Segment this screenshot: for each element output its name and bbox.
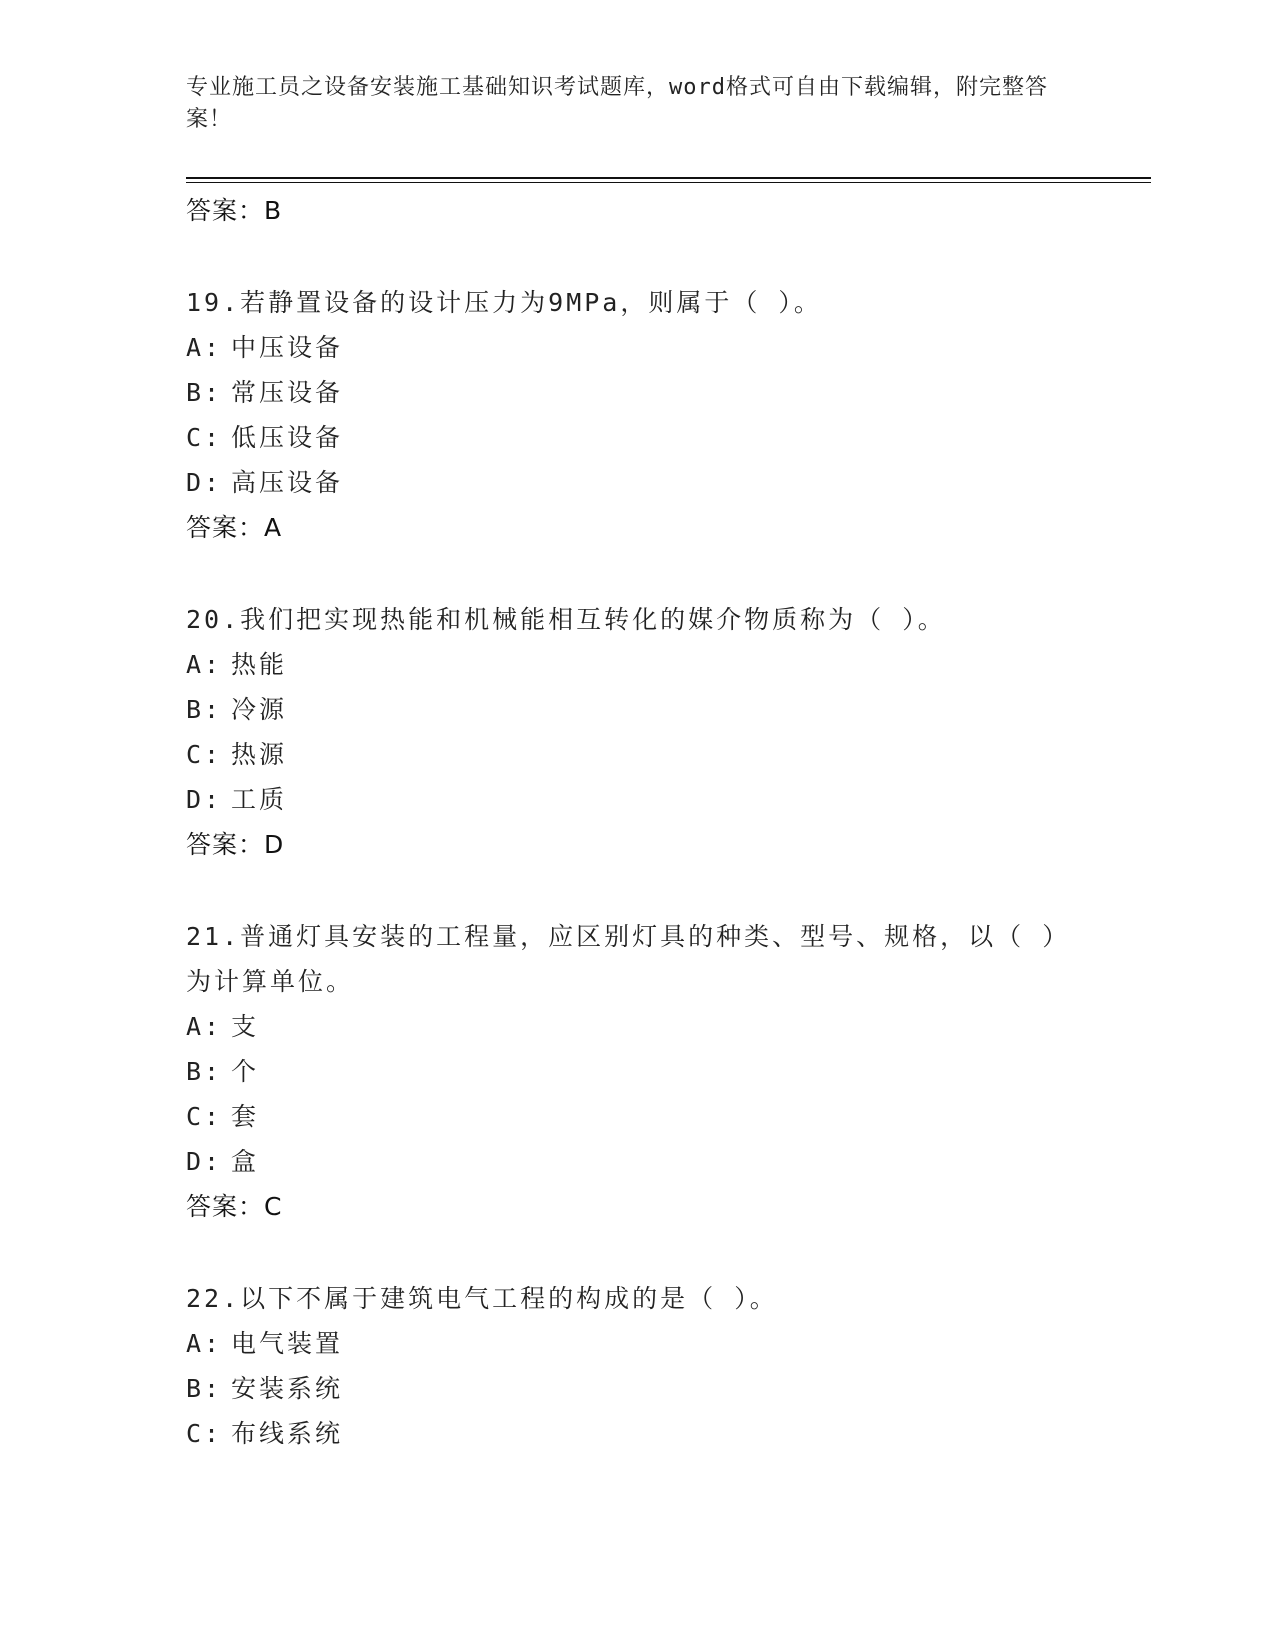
- header-rule-thick: [186, 177, 1151, 179]
- option-text: 热源: [231, 740, 288, 769]
- option-c: [186, 732, 1086, 777]
- option-text: 低压设备: [231, 423, 344, 452]
- option-text: 热能: [231, 650, 288, 679]
- option-text: 常压设备: [231, 378, 344, 407]
- option-letter: B:: [186, 695, 223, 724]
- option-letter: D:: [186, 785, 223, 814]
- question-21: [186, 914, 1086, 1229]
- option-c: [186, 1094, 1086, 1139]
- option-text: 高压设备: [231, 468, 344, 497]
- option-a: [186, 325, 1086, 370]
- document-header: 专业施工员之设备安装施工基础知识考试题库，word格式可自由下载编辑，附完整答案！: [186, 75, 1048, 132]
- option-text: 安装系统: [231, 1374, 344, 1403]
- option-text: 工质: [231, 785, 288, 814]
- question-text: 21.普通灯具安装的工程量，应区别灯具的种类、型号、规格，以（ ）为计算单位。: [186, 922, 1071, 996]
- question-text: 20.我们把实现热能和机械能相互转化的媒介物质称为（ ）。: [186, 605, 946, 634]
- option-letter: A:: [186, 1329, 223, 1358]
- option-letter: B:: [186, 378, 223, 407]
- option-c: [186, 415, 1086, 460]
- question-19: [186, 280, 1086, 550]
- question-20: [186, 597, 1086, 867]
- option-letter: C:: [186, 423, 223, 452]
- question-22: [186, 1276, 1086, 1456]
- header-rule-thin: [186, 182, 1151, 183]
- option-d: [186, 460, 1086, 505]
- option-text: 布线系统: [231, 1419, 344, 1448]
- answer-line: 答案：C: [186, 1192, 283, 1221]
- option-a: [186, 1004, 1086, 1049]
- option-a: [186, 642, 1086, 687]
- option-a: [186, 1321, 1086, 1366]
- option-letter: A:: [186, 333, 223, 362]
- option-text: 盒: [231, 1147, 260, 1176]
- option-text: 冷源: [231, 695, 288, 724]
- option-text: 个: [231, 1057, 260, 1086]
- option-c: [186, 1411, 1086, 1456]
- option-letter: C:: [186, 1102, 223, 1131]
- option-text: 支: [231, 1012, 260, 1041]
- answer-line: 答案：B: [186, 196, 283, 225]
- option-d: [186, 777, 1086, 822]
- option-b: [186, 687, 1086, 732]
- option-letter: B:: [186, 1374, 223, 1403]
- option-b: [186, 1366, 1086, 1411]
- option-text: 电气装置: [231, 1329, 344, 1358]
- answer-line: 答案：D: [186, 830, 285, 859]
- option-letter: C:: [186, 740, 223, 769]
- option-text: 中压设备: [231, 333, 344, 362]
- option-letter: D:: [186, 468, 223, 497]
- option-letter: A:: [186, 1012, 223, 1041]
- option-letter: A:: [186, 650, 223, 679]
- option-b: [186, 370, 1086, 415]
- option-text: 套: [231, 1102, 260, 1131]
- option-letter: C:: [186, 1419, 223, 1448]
- option-letter: B:: [186, 1057, 223, 1086]
- question-list: [186, 188, 1086, 1456]
- answer-line: 答案：A: [186, 513, 283, 542]
- question-text: 19.若静置设备的设计压力为9MPa，则属于（ ）。: [186, 288, 822, 317]
- question-text: 22.以下不属于建筑电气工程的构成的是（ ）。: [186, 1284, 778, 1313]
- option-d: [186, 1139, 1086, 1184]
- option-b: [186, 1049, 1086, 1094]
- option-letter: D:: [186, 1147, 223, 1176]
